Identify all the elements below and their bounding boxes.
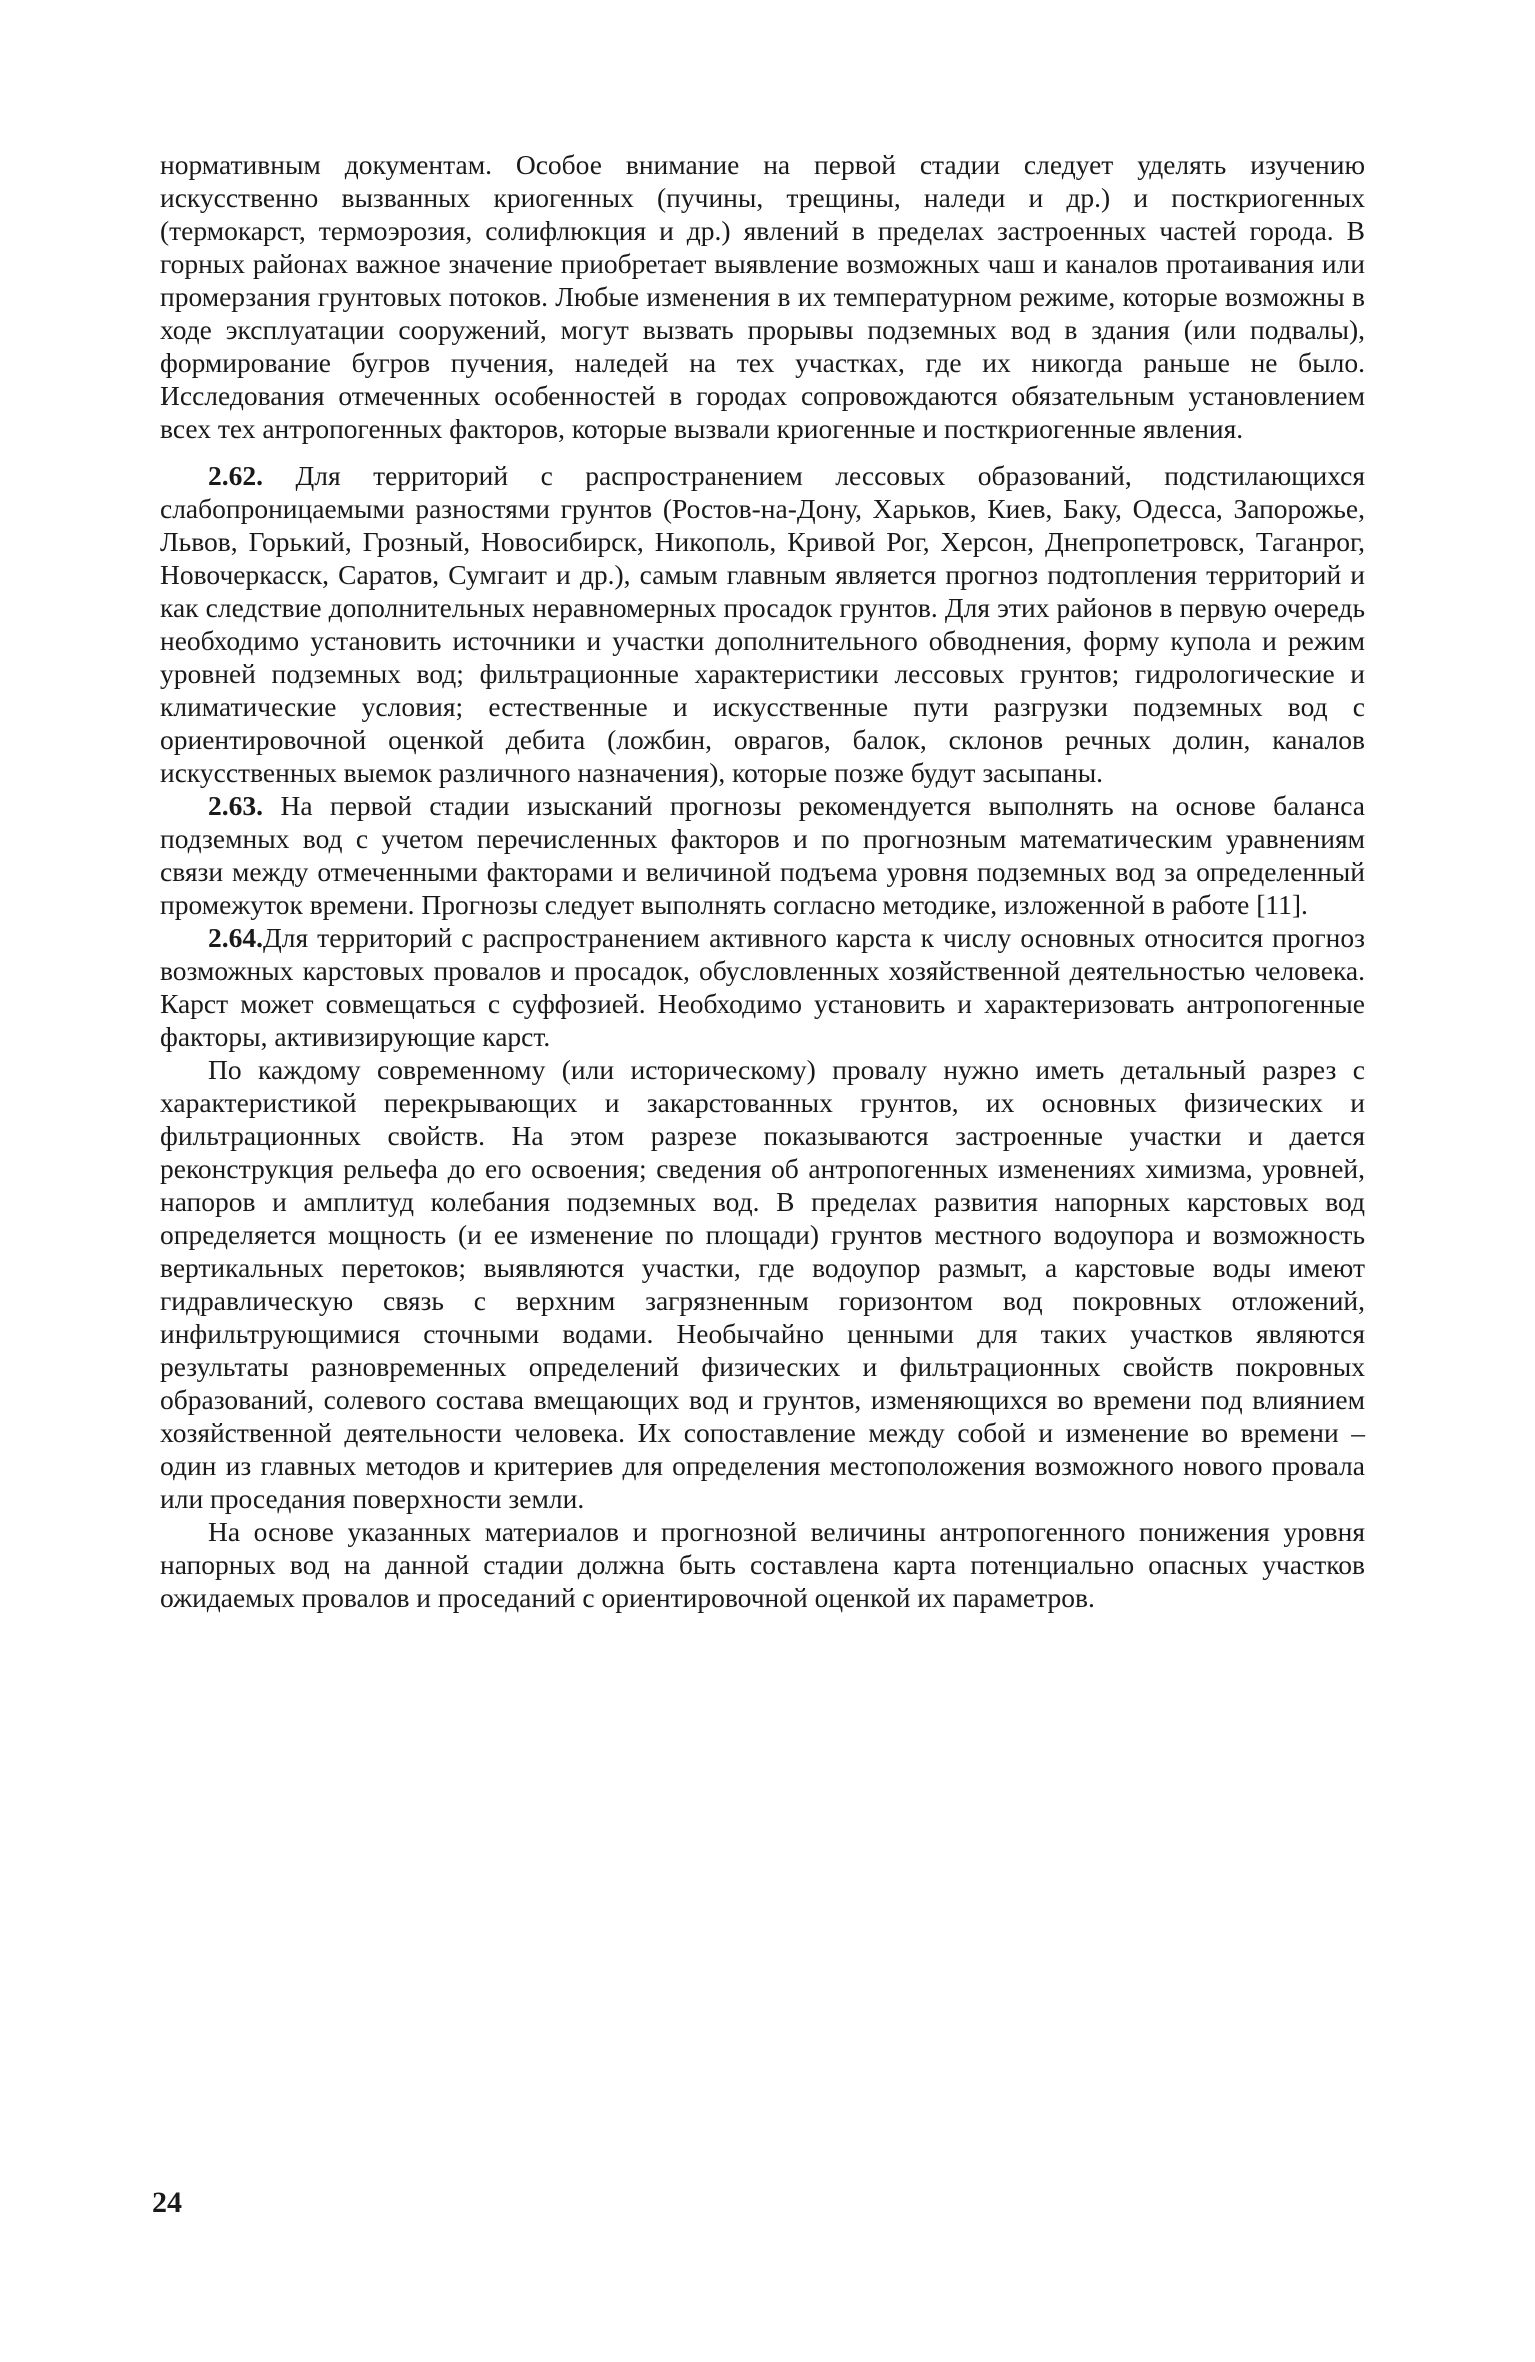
page-number: 24 (152, 2186, 182, 2219)
paragraph-text: Для территорий с распространением активного карста к числу основных относится прогноз возможных карстовых провалов и просадок, обусловленных хозяйственной деятельностью человека. Карст может совмещаться с суффозией. Необходимо установить и характеризовать антропогенные факторы, активизирующие карст. (160, 922, 1365, 1052)
section-number: 2.62. (208, 460, 263, 491)
paragraph-karst-sinkholes: По каждому современному (или историческому) провалу нужно иметь детальный разрез с характеристикой перекрывающих и закарстованных грунтов, их основных физических и фильтрационных свойств. На этом разрезе показываются застроенные участки и дается реконструкция рельефа до его освоения; сведения об антропогенных изменениях химизма, уровней, напоров и амплитуд колебания подземных вод. В пределах развития напорных карстовых вод определяется мощность (и ее изменение по площади) грунтов местного водоупора и возможность вертикальных перетоков; выявляются участки, где водоупор размыт, а карстовые воды имеют гидравлическую связь с верхним загрязненным горизонтом вод покровных отложений, инфильтрующимися сточными водами. Необычайно ценными для таких участков являются результаты разновременных определений физических и фильтрационных свойств покровных образований, солевого состава вмещающих вод и грунтов, изменяющихся во времени под влиянием хозяйственной деятельности человека. Их сопоставление между собой и изменение во времени – один из главных методов и критериев для определения местоположения возможного нового провала или проседания поверхности земли. (160, 1054, 1365, 1514)
paragraph-2-63 (160, 789, 1365, 921)
paragraph-2-62 (160, 459, 1365, 789)
section-number: 2.63. (208, 790, 263, 821)
paragraph-2-64 (160, 921, 1365, 1053)
page-body (160, 148, 1365, 2328)
section-number: 2.64. (208, 922, 263, 953)
paragraph-text: Для территорий с распространением лессовых образований, подстилающихся слабопроницаемыми разностями грунтов (Ростов-на-Дону, Харьков, Киев, Баку, Одесса, Запорожье, Львов, Горький, Грозный, Новосибирск, Никополь, Кривой Рог, Херсон, Днепропетровск, Таганрог, Новочеркасск, Саратов, Сумгаит и др.), самым главным является прогноз подтопления территорий и как следствие дополнительных неравномерных просадок грунтов. Для этих районов в первую очередь необходимо установить источники и участки дополнительного обводнения, форму купола и режим уровней подземных вод; фильтрационные характеристики лессовых грунтов; гидрологические и климатические условия; естественные и искусственные пути разгрузки подземных вод с ориентировочной оценкой дебита (ложбин, оврагов, балок, склонов речных долин, каналов искусственных выемок различного назначения), которые позже будут засыпаны. (160, 460, 1365, 788)
paragraph-continuation: нормативным документам. Особое внимание на первой стадии следует уделять изучению искусственно вызванных криогенных (пучины, трещины, наледи и др.) и посткриогенных (термокарст, термоэрозия, солифлюкция и др.) явлений в пределах застроенных частей города. В горных районах важное значение приобретает выявление возможных чаш и каналов протаивания или промерзания грунтовых потоков. Любые изменения в их температурном режиме, которые возможны в ходе эксплуатации сооружений, могут вызвать прорывы подземных вод в здания (или подвалы), формирование бугров пучения, наледей на тех участках, где их никогда раньше не было. Исследования отмеченных особенностей в городах сопровождаются обязательным установлением всех тех антропогенных факторов, которые вызвали криогенные и посткриогенные явления. (160, 149, 1365, 444)
paragraph-text: На первой стадии изысканий прогнозы рекомендуется выполнять на основе баланса подземных вод с учетом перечисленных факторов и по прогнозным математическим уравнениям связи между отмеченными факторами и величиной подъема уровня подземных вод за определенный промежуток времени. Прогнозы следует выполнять согласно методике, изложенной в работе [11]. (160, 790, 1365, 920)
paragraph-hazard-map: На основе указанных материалов и прогнозной величины антропогенного понижения уровня напорных вод на данной стадии должна быть составлена карта потенциально опасных участков ожидаемых провалов и проседаний с ориентировочной оценкой их параметров. (160, 1516, 1365, 1613)
